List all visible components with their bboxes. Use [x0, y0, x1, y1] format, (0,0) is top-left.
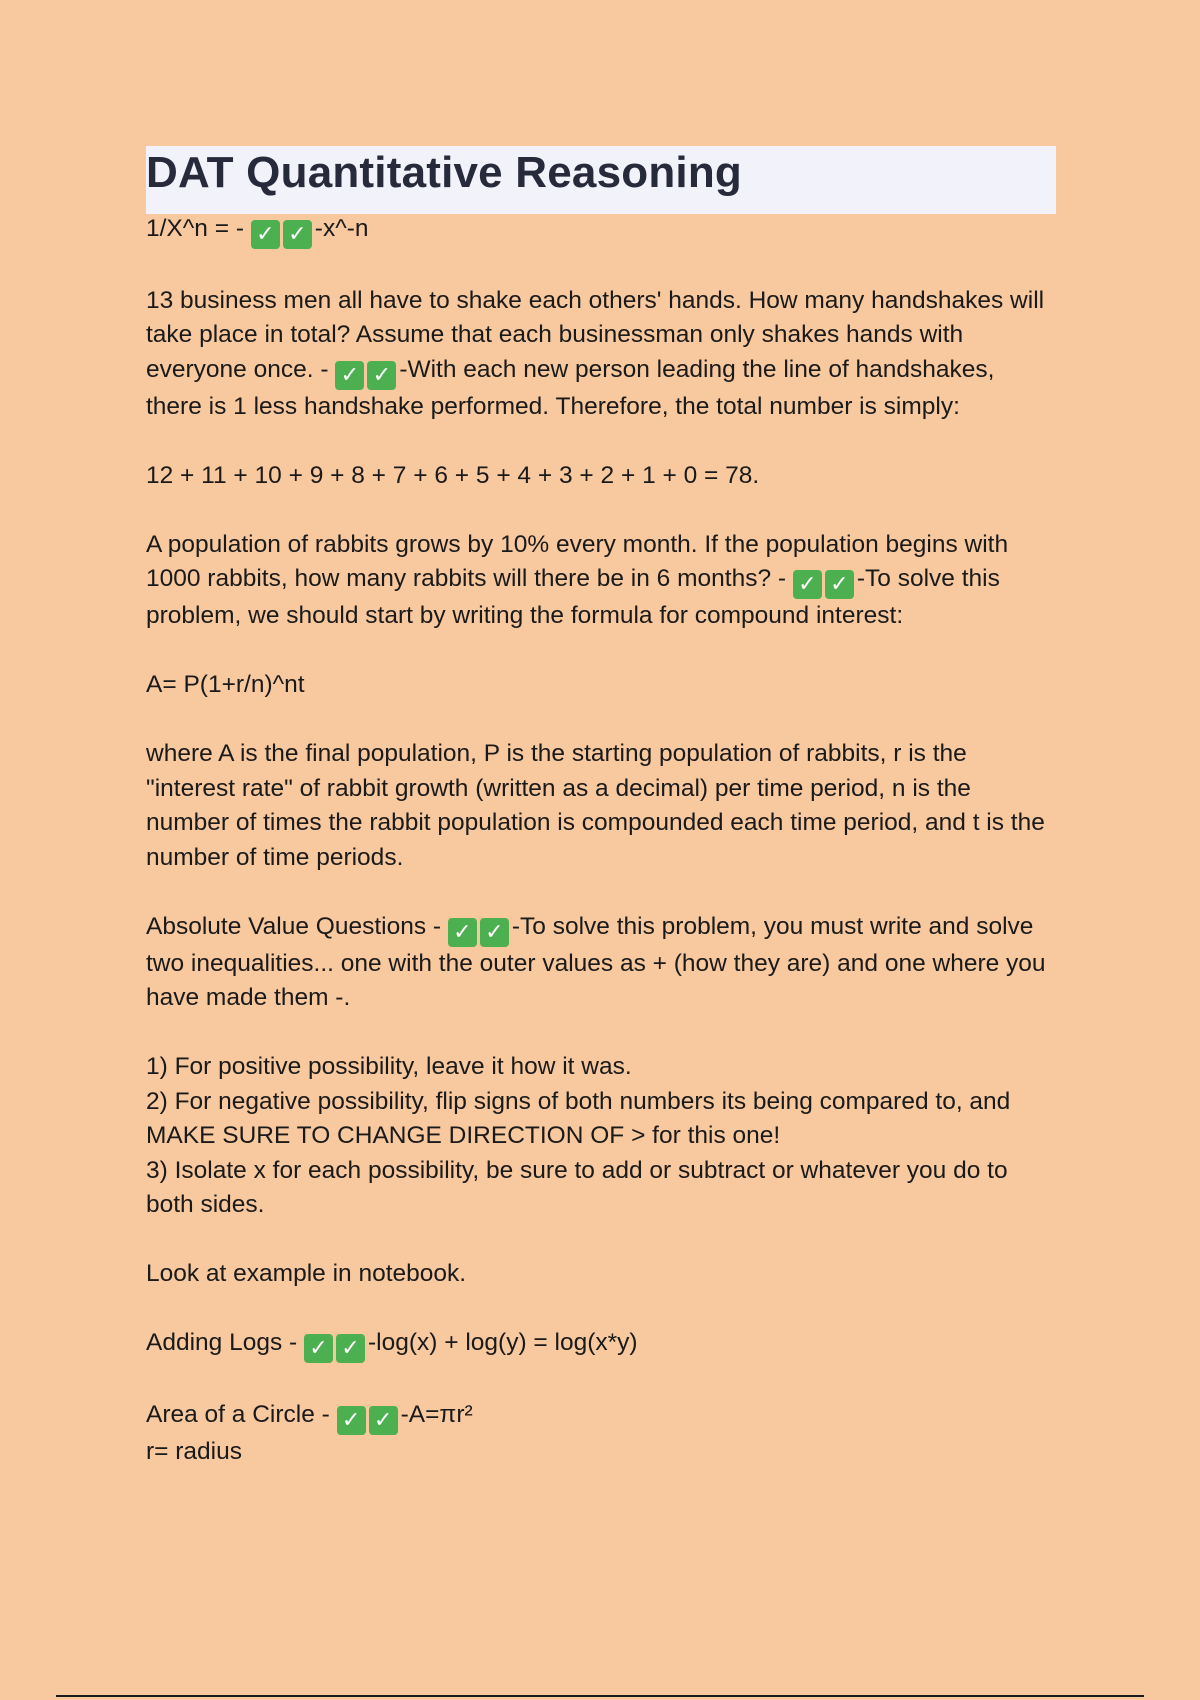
- handshake-sum: 12 + 11 + 10 + 9 + 8 + 7 + 6 + 5 + 4 + 3 + 2 + 1 + 0 = 78.: [146, 461, 760, 489]
- check-mark-icon: ✓: [369, 1406, 398, 1435]
- radius-definition: r= radius: [146, 1437, 243, 1465]
- check-mark-icon: ✓: [825, 570, 854, 599]
- qa-block-exponent: [146, 212, 1056, 249]
- document-title: DAT Quantitative Reasoning: [146, 148, 742, 197]
- qa-line: [146, 284, 1056, 425]
- notebook-note: Look at example in notebook.: [146, 1260, 467, 1287]
- handshake-sum-block: [146, 459, 1056, 494]
- check-mark-icon: ✓: [336, 1334, 365, 1363]
- qa-block-circle-area: [146, 1398, 1056, 1470]
- question-text: 1/X^n = -: [146, 215, 251, 242]
- answer-text: -To solve this problem, we should start by writing the formula for compound interest:: [146, 565, 1000, 629]
- check-mark-icon: ✓: [367, 361, 396, 390]
- question-text: Adding Logs -: [146, 1329, 304, 1356]
- qa-line: [146, 212, 1056, 249]
- step-1: 1) For positive possibility, leave it how it was.: [146, 1053, 632, 1080]
- check-mark-icon: ✓: [335, 361, 364, 390]
- question-text: Area of a Circle -: [146, 1400, 337, 1428]
- qa-line: [146, 528, 1056, 634]
- qa-line: [146, 910, 1056, 1016]
- check-mark-icon: ✓: [448, 918, 477, 947]
- document-body: [146, 212, 1056, 1504]
- check-mark-icon: ✓: [480, 918, 509, 947]
- qa-line: [146, 1326, 1056, 1363]
- answer-text: -To solve this problem, you must write and solve two inequalities... one with the outer values as + (how they are) and one where you have made them -.: [146, 912, 1046, 1011]
- qa-block-absolute-value: [146, 910, 1056, 1016]
- check-mark-icon: ✓: [793, 570, 822, 599]
- qa-block-rabbits: [146, 528, 1056, 634]
- answer-text: -A=πr²: [400, 1400, 473, 1428]
- question-text: A population of rabbits grows by 10% every month. If the population begins with 1000 rabbits, how many rabbits will there be in 6 months? -: [146, 530, 1009, 592]
- check-mark-icon: ✓: [251, 220, 280, 249]
- footer-divider: [56, 1695, 1144, 1697]
- formula-block: [146, 668, 1056, 703]
- step-2: 2) For negative possibility, flip signs of both numbers its being compared to, and MAKE SURE TO CHANGE DIRECTION OF > for this one!: [146, 1087, 1011, 1149]
- formula-explanation-block: [146, 737, 1056, 875]
- formula-explanation: where A is the final population, P is the starting population of rabbits, r is the "interest rate" of rabbit growth (written as a decimal) per time period, n is the number of times the rabbit population is compounded each time period, and t is the number of time periods.: [146, 740, 1045, 871]
- check-mark-icon: ✓: [304, 1334, 333, 1363]
- answer-text: -log(x) + log(y) = log(x*y): [368, 1329, 638, 1356]
- qa-block-handshakes: [146, 284, 1056, 425]
- steps-block: [146, 1050, 1056, 1223]
- qa-line: [146, 1398, 1056, 1435]
- qa-block-adding-logs: [146, 1326, 1056, 1363]
- question-text: Absolute Value Questions -: [146, 912, 448, 940]
- answer-text: -x^-n: [314, 215, 369, 242]
- check-mark-icon: ✓: [337, 1406, 366, 1435]
- question-text: 13 business men all have to shake each others' hands. How many handshakes will take place in total? Assume that each businessman only shakes hands with everyone once. -: [146, 286, 1045, 383]
- notebook-note-block: [146, 1257, 1056, 1292]
- step-3: 3) Isolate x for each possibility, be sure to add or subtract or whatever you do to both sides.: [146, 1156, 1008, 1218]
- check-mark-icon: ✓: [283, 220, 312, 249]
- compound-formula: A= P(1+r/n)^nt: [146, 671, 305, 698]
- answer-text: -With each new person leading the line of handshakes, there is 1 less handshake performed. Therefore, the total number is simply:: [146, 355, 995, 420]
